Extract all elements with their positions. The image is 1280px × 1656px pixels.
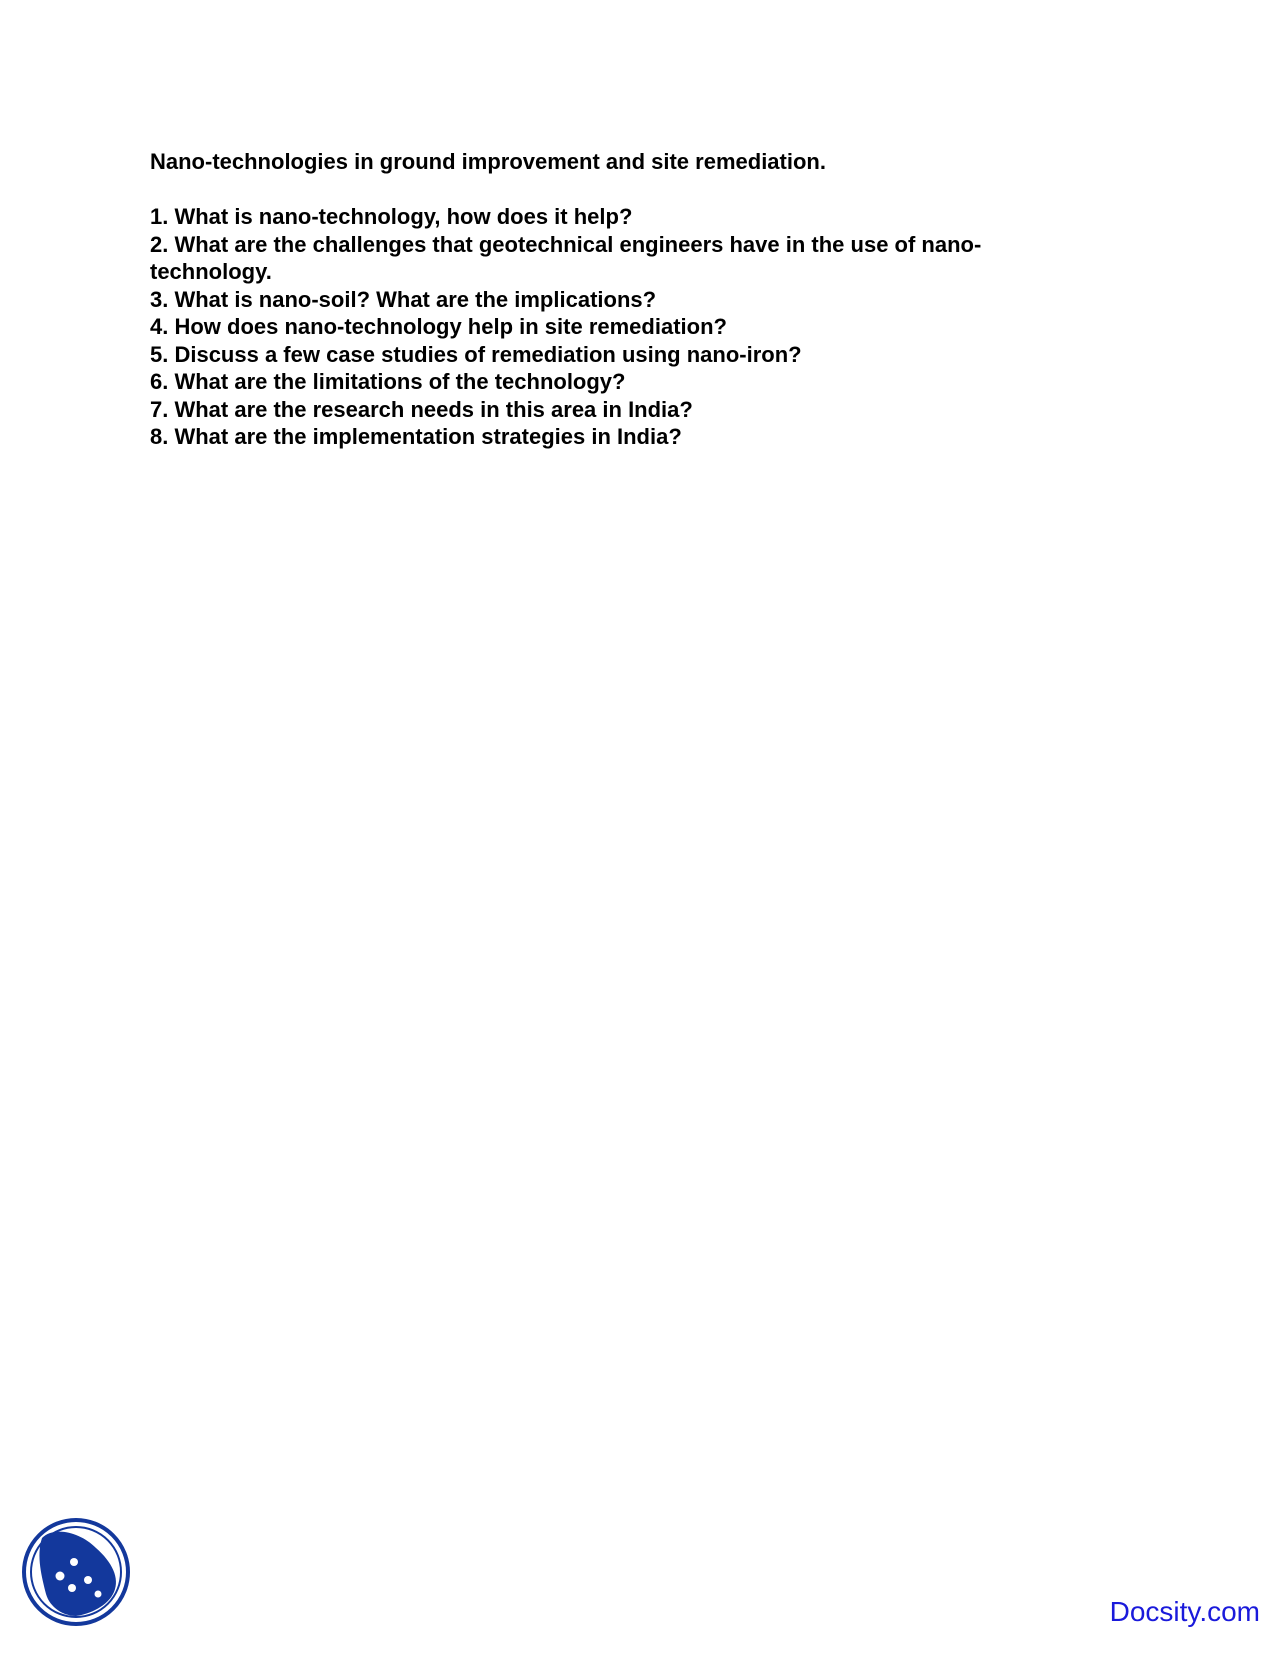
docsity-brand-link[interactable]: Docsity.com — [1109, 1596, 1260, 1627]
question-item: 4. How does nano-technology help in site remediation? — [150, 314, 727, 339]
question-item: 6. What are the limitations of the technology? — [150, 369, 626, 394]
question-item: 5. Discuss a few case studies of remediation using nano-iron? — [150, 341, 802, 367]
document-body — [150, 148, 1010, 451]
question-item: 2. What are the challenges that geotechnical engineers have in the use of nano-technology. — [150, 231, 982, 284]
question-item: 8. What are the implementation strategies in India? — [150, 424, 682, 449]
document-title: Nano-technologies in ground improvement and site remediation. — [150, 149, 826, 174]
question-list — [150, 203, 1010, 451]
question-item: 7. What are the research needs in this area in India? — [150, 396, 693, 422]
question-item: 3. What is nano-soil? What are the implications? — [150, 286, 657, 312]
docsity-logo-icon — [20, 1516, 132, 1628]
question-item: 1. What is nano-technology, how does it help? — [150, 204, 633, 229]
